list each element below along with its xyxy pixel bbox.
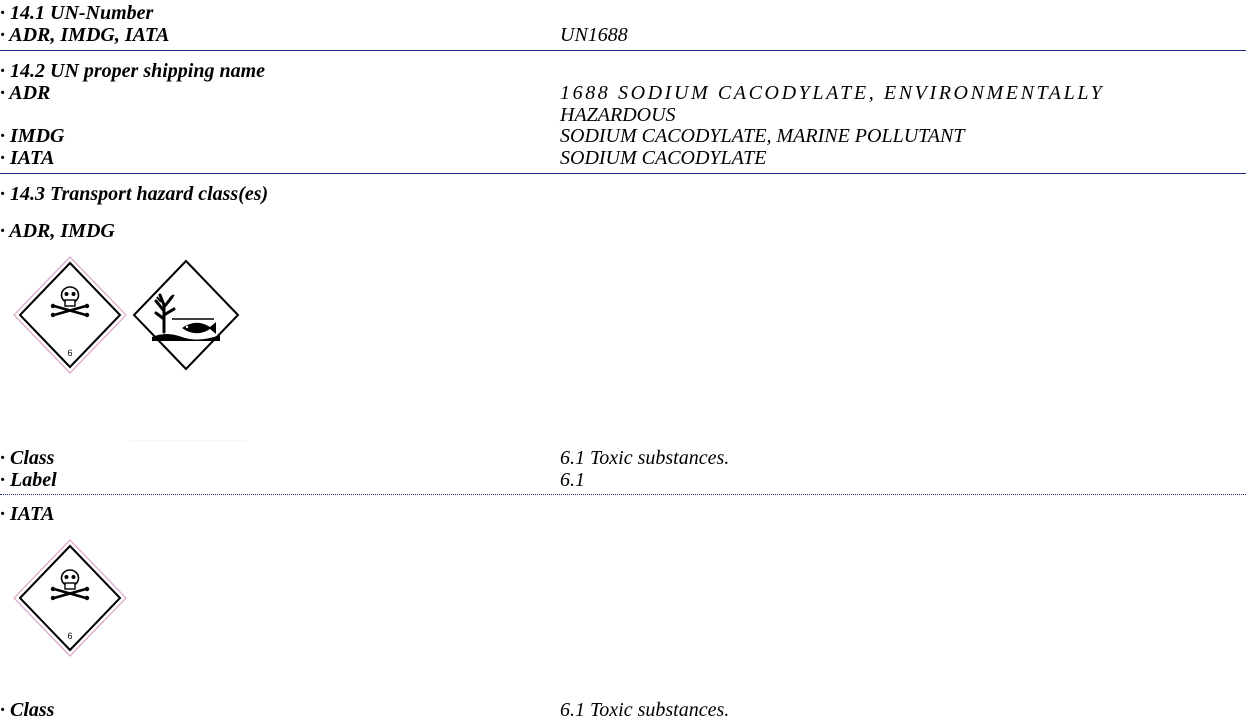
shipping-name-value: SODIUM CACODYLATE, MARINE POLLUTANT — [560, 125, 965, 147]
environmentally-hazardous-placard-icon — [130, 255, 246, 441]
placard-class-number: 6 — [67, 631, 73, 641]
toxic-skull-placard-icon — [12, 538, 128, 662]
subheading: · ADR, IMDG — [0, 220, 115, 242]
class-value: 6.1 Toxic substances. — [560, 447, 730, 469]
section-divider — [0, 50, 1246, 51]
row-label: · IMDG — [0, 125, 65, 147]
section-heading: · 14.2 UN proper shipping name — [0, 60, 266, 82]
row-label: · ADR — [0, 82, 51, 104]
label-value: 6.1 — [560, 469, 585, 491]
subheading: · IATA — [0, 503, 55, 525]
row-label: · IATA — [0, 147, 55, 169]
section-divider — [0, 173, 1246, 174]
section-heading: · 14.3 Transport hazard class(es) — [0, 183, 269, 205]
shipping-name-value-continued: HAZARDOUS — [560, 104, 676, 126]
row-label: · Class — [0, 699, 55, 721]
row-label: · Label — [0, 469, 57, 491]
un-number-value: UN1688 — [560, 24, 628, 46]
toxic-skull-placard-icon — [12, 255, 128, 441]
row-label: · Class — [0, 447, 55, 469]
shipping-name-value: 1688 SODIUM CACODYLATE, ENVIRONMENTALLY — [560, 82, 1105, 104]
subsection-divider — [0, 494, 1246, 495]
row-label: · ADR, IMDG, IATA — [0, 24, 170, 46]
section-heading: · 14.1 UN-Number — [0, 2, 154, 24]
class-value: 6.1 Toxic substances. — [560, 699, 730, 721]
placard-class-number: 6 — [67, 348, 73, 358]
shipping-name-value: SODIUM CACODYLATE — [560, 147, 767, 169]
